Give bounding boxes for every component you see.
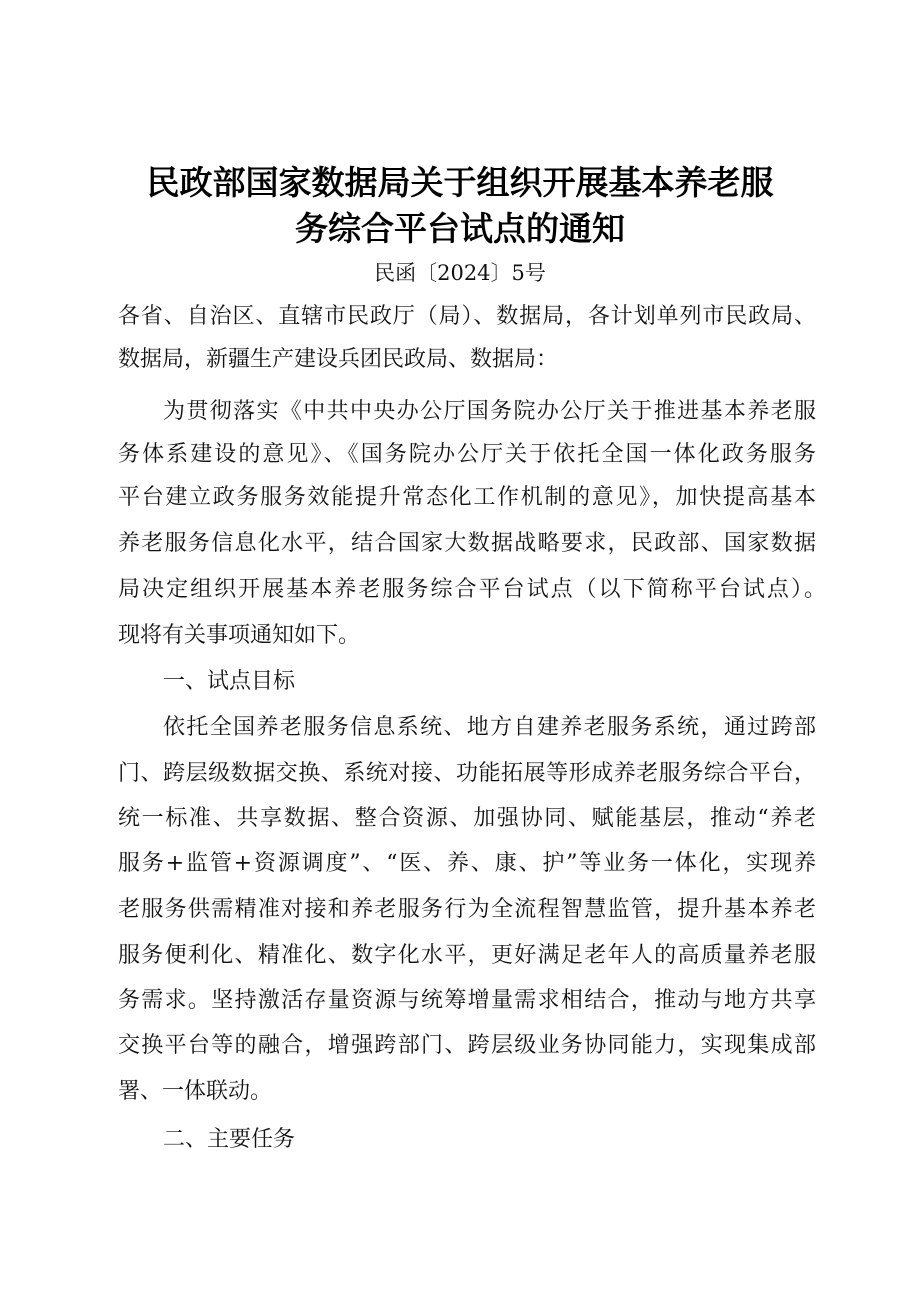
section1-paragraph-line: 统一标准、共享数据、整合资源、加强协同、赋能基层，推动“养老 (118, 806, 816, 831)
intro-paragraph-line: 为贯彻落实《中共中央办公厅国务院办公厅关于推进基本养老服 (163, 399, 816, 424)
section-heading: 一、试点目标 (163, 669, 296, 694)
section1-paragraph-line: 老服务供需精准对接和养老服务行为全流程智慧监管，提升基本养老 (118, 897, 816, 922)
document-number: 民函〔2024〕5号 (374, 261, 546, 285)
section1-paragraph-line: 交换平台等的融合，增强跨部门、跨层级业务协同能力，实现集成部 (118, 1033, 816, 1058)
addressee-line: 各省、自治区、直辖市民政厅（局）、数据局，各计划单列市民政局、 (118, 304, 816, 329)
intro-paragraph-line: 务体系建设的意见》、《国务院办公厅关于依托全国一体化政务服务 (118, 442, 816, 467)
section1-paragraph-line: 服务+监管+资源调度”、“医、养、康、护”等业务一体化，实现养 (118, 851, 816, 876)
intro-paragraph-line: 养老服务信息化水平，结合国家大数据战略要求，民政部、国家数据 (118, 531, 816, 556)
document-title-line-2: 务综合平台试点的通知 (295, 209, 625, 248)
section1-paragraph-line: 务需求。坚持激活存量资源与统筹增量需求相结合，推动与地方共享 (118, 988, 816, 1013)
addressee-line: 数据局，新疆生产建设兵团民政局、数据局： (118, 347, 559, 372)
section-heading: 二、主要任务 (163, 1127, 296, 1152)
intro-paragraph-line: 局决定组织开展基本养老服务综合平台试点（以下简称平台试点）。 (118, 577, 826, 602)
intro-paragraph-line: 现将有关事项通知如下。 (118, 623, 361, 648)
section1-paragraph-line: 依托全国养老服务信息系统、地方自建养老服务系统，通过跨部 (163, 715, 816, 740)
section1-paragraph-line: 门、跨层级数据交换、系统对接、功能拓展等形成养老服务综合平台， (118, 761, 816, 786)
document-title-line-1: 民政部国家数据局关于组织开展基本养老服 (146, 163, 774, 202)
intro-paragraph-line: 平台建立政务服务效能提升常态化工作机制的意见》，加快提高基本 (118, 485, 816, 510)
section1-paragraph-line: 署、一体联动。 (118, 1079, 273, 1104)
section1-paragraph-line: 服务便利化、精准化、数字化水平，更好满足老年人的高质量养老服 (118, 943, 816, 968)
